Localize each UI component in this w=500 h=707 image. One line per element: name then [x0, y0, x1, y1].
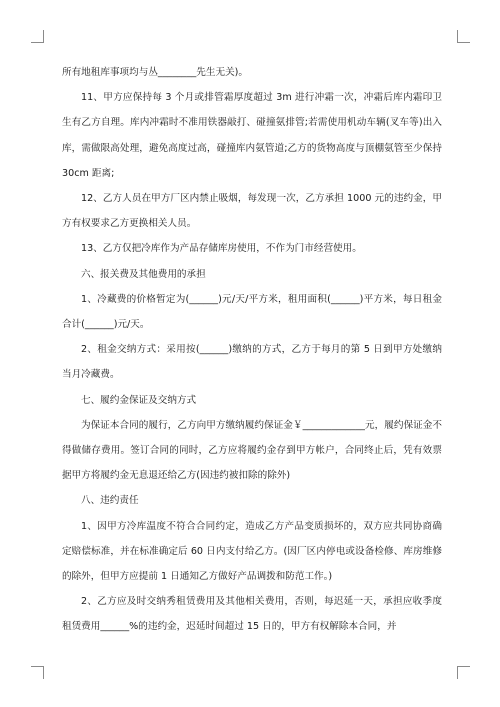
clause-11: 11、甲方应保持每 3 个月或排管霜厚度超过 3m 进行冲霜一次，冲霜后库内霜印卫生有乙方自理。库内冲霜时不准用铁器敲打、碰撞氨排管;若需使用机动车辆(叉车等)出入库，需做限高处理，避免高度过高，碰撞库内氨管道;乙方的货物高度与顶棚氨管至少保持 30cm 距离;	[62, 92, 442, 179]
section-6-clause-1: 1、冷藏费的价格暂定为(______)元/天/平方米，租用面积(______)平方米，每日租金合计(______)元/天。	[62, 293, 442, 331]
crop-mark-top-right	[457, 30, 470, 43]
section-heading-7: 七、履约金保证及交纳方式	[81, 394, 197, 406]
clause-13: 13、乙方仅把冷库作为产品存储库房使用，不作为门市经营使用。	[81, 243, 362, 255]
crop-mark-bottom-right	[457, 666, 470, 679]
crop-mark-top-left	[31, 30, 44, 43]
section-8-clause-2: 2、乙方应及时交纳秀租赁费用及其他相关费用，否则，每迟延一天，承担应收季度租赁费用______%的违约金，迟延时间超过 15 日的，甲方有权解除本合同，并	[62, 596, 442, 633]
document-body	[62, 60, 442, 640]
paragraph-continuation: 所有地租库事项均与丛________先生无关)。	[62, 67, 249, 78]
section-8-clause-1: 1、因甲方冷库温度不符合合同约定，造成乙方产品变质损坏的，双方应共同协商确定赔偿标准，并在标准确定后 60 日内支付给乙方。(因厂区内停电或设备检修、库房维修的除外，但甲方应提前 1 日通知乙方做好产品调拨和防范工作。)	[62, 520, 442, 583]
section-6-clause-2: 2、租金交纳方式：采用按(______)缴纳的方式，乙方于每月的第 5 日到甲方处缴纳当月冷藏费。	[62, 344, 442, 381]
section-heading-6: 六、报关费及其他费用的承担	[81, 268, 206, 280]
section-heading-8: 八、违约责任	[81, 495, 139, 507]
clause-12: 12、乙方人员在甲方厂区内禁止吸烟，每发现一次，乙方承担 1000 元的违约金，甲方有权要求乙方更换相关人员。	[62, 193, 442, 230]
section-7-body: 为保证本合同的履行，乙方向甲方缴纳履约保证金￥_____________元，履约保证金不得做储存费用。签订合同的同时，乙方应将履约金存到甲方帐户，合同终止后，凭有效票据甲方将履约金无息退还给乙方(因违约被扣除的除外)	[62, 419, 442, 482]
crop-mark-bottom-left	[31, 666, 44, 679]
